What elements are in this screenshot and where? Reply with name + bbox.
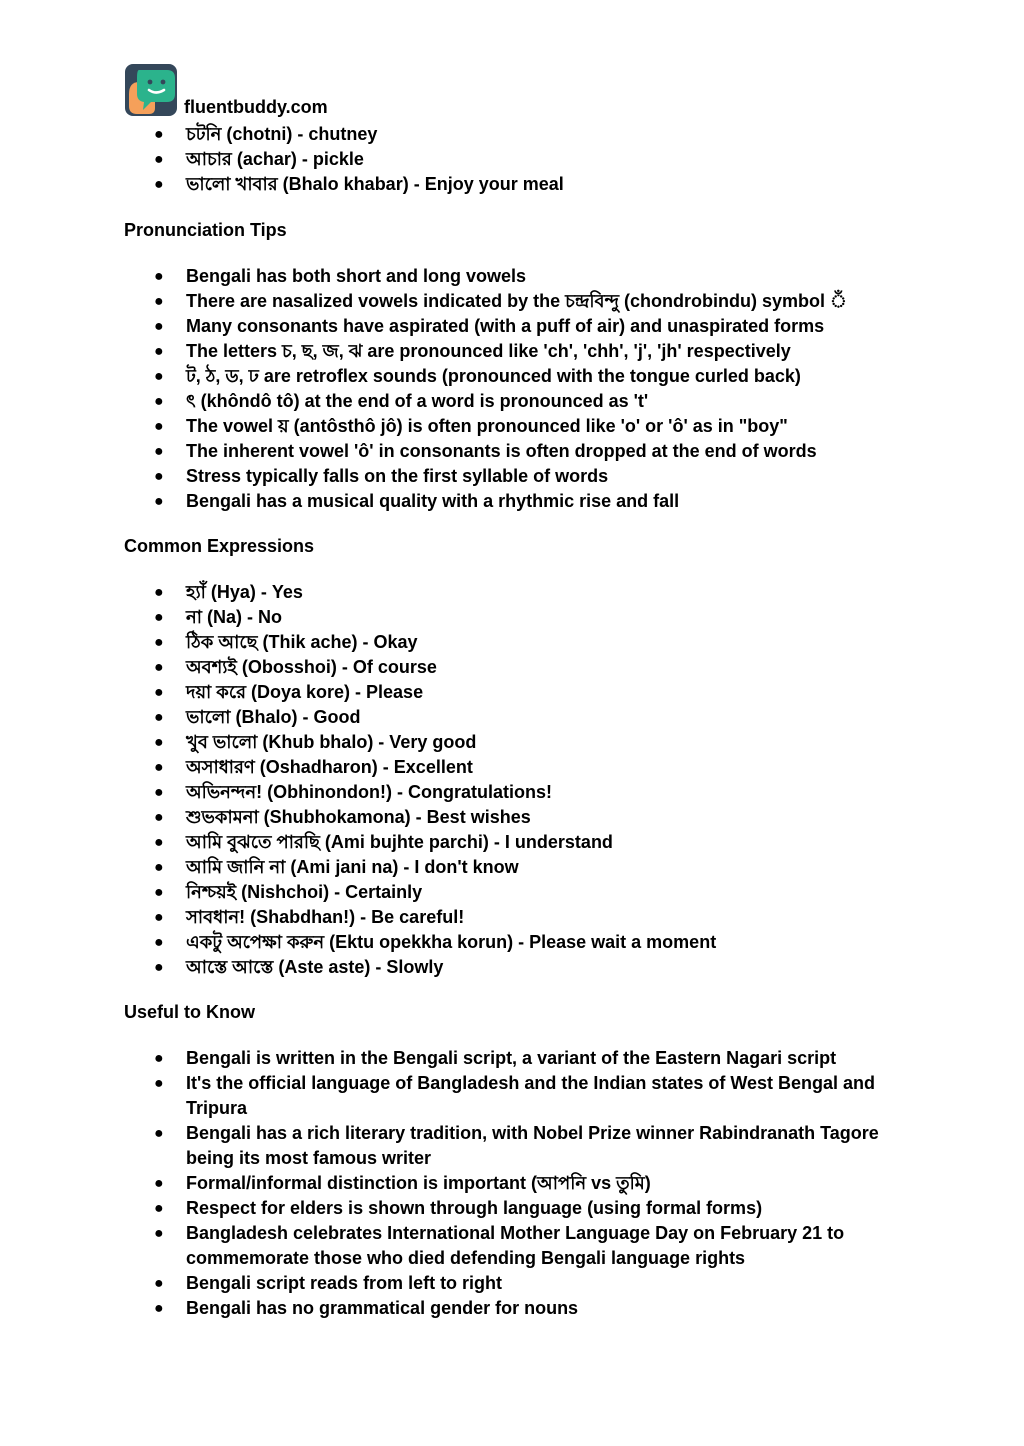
list-item [0, 1046, 906, 1071]
bullet-icon: ● [154, 609, 164, 626]
useful-list [0, 1046, 906, 1321]
list-item-text: সাবধান! (Shabdhan!) - Be careful! [186, 907, 465, 927]
list-item [0, 1296, 906, 1321]
list-item-text: The vowel য় (antôsthô jô) is often pronounced like 'o' or 'ô' as in "boy" [186, 416, 788, 436]
list-item [0, 780, 906, 805]
list-item-text: Bengali script reads from left to right [186, 1273, 503, 1293]
list-item-text: Bengali has no grammatical gender for nouns [186, 1298, 579, 1318]
list-item [0, 630, 906, 655]
bullet-icon: ● [154, 318, 164, 335]
bullet-icon: ● [154, 1075, 164, 1092]
site-name[interactable]: fluentbuddy.com [184, 97, 328, 117]
list-item-text: Bangladesh celebrates International Mother Language Day on February 21 to commemorate those who died defending Bengali language rights [186, 1223, 845, 1268]
bullet-icon: ● [154, 293, 164, 310]
list-item [0, 414, 906, 439]
bullet-icon: ● [154, 659, 164, 676]
list-item-text: Respect for elders is shown through language (using formal forms) [186, 1198, 763, 1218]
list-item [0, 1121, 906, 1171]
list-item-text: দয়া করে (Doya kore) - Please [186, 682, 424, 702]
bullet-icon: ● [154, 759, 164, 776]
list-item-text: The inherent vowel 'ô' in consonants is often dropped at the end of words [186, 441, 817, 461]
list-item-text: হ্যাঁ (Hya) - Yes [186, 582, 303, 602]
bullet-icon: ● [154, 909, 164, 926]
bullet-icon: ● [154, 1175, 164, 1192]
list-item-text: Bengali has a musical quality with a rhythmic rise and fall [186, 491, 680, 511]
list-item [0, 489, 906, 514]
list-item [0, 830, 906, 855]
list-item-text: ভালো খাবার (Bhalo khabar) - Enjoy your meal [186, 174, 564, 194]
section-heading-useful: Useful to Know [124, 1002, 255, 1022]
bullet-icon: ● [154, 418, 164, 435]
list-item [0, 730, 906, 755]
list-item-text: খুব ভালো (Khub bhalo) - Very good [186, 732, 477, 752]
list-item-text: ট, ঠ, ড, ঢ are retroflex sounds (pronounced with the tongue curled back) [186, 366, 801, 386]
bullet-icon: ● [154, 1300, 164, 1317]
bullet-icon: ● [154, 709, 164, 726]
list-item [0, 172, 906, 197]
bullet-icon: ● [154, 468, 164, 485]
pronunciation-list [0, 264, 906, 514]
food-list [0, 122, 906, 197]
list-item [0, 705, 906, 730]
list-item [0, 464, 906, 489]
list-item-text: Bengali has both short and long vowels [186, 266, 527, 286]
bullet-icon: ● [154, 393, 164, 410]
list-item [0, 955, 906, 980]
list-item-text: ৎ (khôndô tô) at the end of a word is pronounced as 't' [186, 391, 649, 411]
list-item-text: It's the official language of Bangladesh and the Indian states of West Bengal and Tripura [186, 1073, 876, 1118]
bullet-icon: ● [154, 734, 164, 751]
list-item [0, 1171, 906, 1196]
bullet-icon: ● [154, 784, 164, 801]
bullet-icon: ● [154, 368, 164, 385]
list-item [0, 855, 906, 880]
list-item-text: অবশ্যই (Obosshoi) - Of course [186, 657, 437, 677]
list-item-text: Bengali is written in the Bengali script, a variant of the Eastern Nagari script [186, 1048, 837, 1068]
bullet-icon: ● [154, 176, 164, 193]
bullet-icon: ● [154, 884, 164, 901]
list-item-text: আস্তে আস্তে (Aste aste) - Slowly [186, 957, 444, 977]
list-item-text: অভিনন্দন! (Obhinondon!) - Congratulations! [186, 782, 553, 802]
list-item-text: একটু অপেক্ষা করুন (Ektu opekkha korun) - Please wait a moment [186, 932, 717, 952]
bullet-icon: ● [154, 343, 164, 360]
list-item [0, 1071, 906, 1121]
list-item-text: নিশ্চয়ই (Nishchoi) - Certainly [186, 882, 423, 902]
list-item-text: ঠিক আছে (Thik ache) - Okay [186, 632, 418, 652]
bullet-icon: ● [154, 1050, 164, 1067]
list-item-text: শুভকামনা (Shubhokamona) - Best wishes [186, 807, 531, 827]
bullet-icon: ● [154, 959, 164, 976]
chat-bubble-smile-icon [125, 64, 177, 116]
list-item [0, 314, 906, 339]
list-item-text: There are nasalized vowels indicated by the চন্দ্রবিন্দু (chondrobindu) symbol ঁ [186, 291, 847, 311]
bullet-icon: ● [154, 1200, 164, 1217]
bullet-icon: ● [154, 584, 164, 601]
bullet-icon: ● [154, 834, 164, 851]
list-item-text: অসাধারণ (Oshadharon) - Excellent [186, 757, 473, 777]
list-item-text: আচার (achar) - pickle [186, 149, 364, 169]
list-item [0, 805, 906, 830]
list-item [0, 289, 906, 314]
bullet-icon: ● [154, 268, 164, 285]
list-item [0, 389, 906, 414]
list-item-text: Stress typically falls on the first syllable of words [186, 466, 609, 486]
bullet-icon: ● [154, 443, 164, 460]
list-item [0, 1221, 906, 1271]
list-item-text: আমি বুঝতে পারছি (Ami bujhte parchi) - I understand [186, 832, 613, 852]
bullet-icon: ● [154, 1275, 164, 1292]
list-item [0, 580, 906, 605]
list-item [0, 339, 906, 364]
list-item [0, 1196, 906, 1221]
list-item [0, 364, 906, 389]
bullet-icon: ● [154, 126, 164, 143]
bullet-icon: ● [154, 934, 164, 951]
bullet-icon: ● [154, 1225, 164, 1242]
list-item-text: ভালো (Bhalo) - Good [186, 707, 361, 727]
list-item-text: আমি জানি না (Ami jani na) - I don't know [186, 857, 519, 877]
bullet-icon: ● [154, 684, 164, 701]
list-item [0, 680, 906, 705]
list-item [0, 264, 906, 289]
list-item [0, 147, 906, 172]
list-item [0, 1271, 906, 1296]
list-item-text: The letters চ, ছ, জ, ঝ are pronounced like 'ch', 'chh', 'j', 'jh' respectively [186, 341, 791, 361]
expressions-list [0, 580, 906, 980]
list-item [0, 655, 906, 680]
list-item-text: Many consonants have aspirated (with a puff of air) and unaspirated forms [186, 316, 825, 336]
list-item [0, 605, 906, 630]
list-item [0, 755, 906, 780]
list-item-text: না (Na) - No [186, 607, 282, 627]
section-heading-expressions: Common Expressions [124, 536, 315, 556]
list-item [0, 905, 906, 930]
bullet-icon: ● [154, 859, 164, 876]
list-item [0, 439, 906, 464]
list-item [0, 122, 906, 147]
bullet-icon: ● [154, 1125, 164, 1142]
bullet-icon: ● [154, 809, 164, 826]
list-item [0, 880, 906, 905]
bullet-icon: ● [154, 634, 164, 651]
bullet-icon: ● [154, 493, 164, 510]
list-item-text: Bengali has a rich literary tradition, with Nobel Prize winner Rabindranath Tagore being its most famous writer [186, 1123, 879, 1168]
list-item-text: Formal/informal distinction is important (আপনি vs তুমি) [186, 1173, 651, 1193]
list-item [0, 930, 906, 955]
bullet-icon: ● [154, 151, 164, 168]
list-item-text: চটনি (chotni) - chutney [186, 124, 378, 144]
section-heading-pronunciation: Pronunciation Tips [124, 220, 287, 240]
